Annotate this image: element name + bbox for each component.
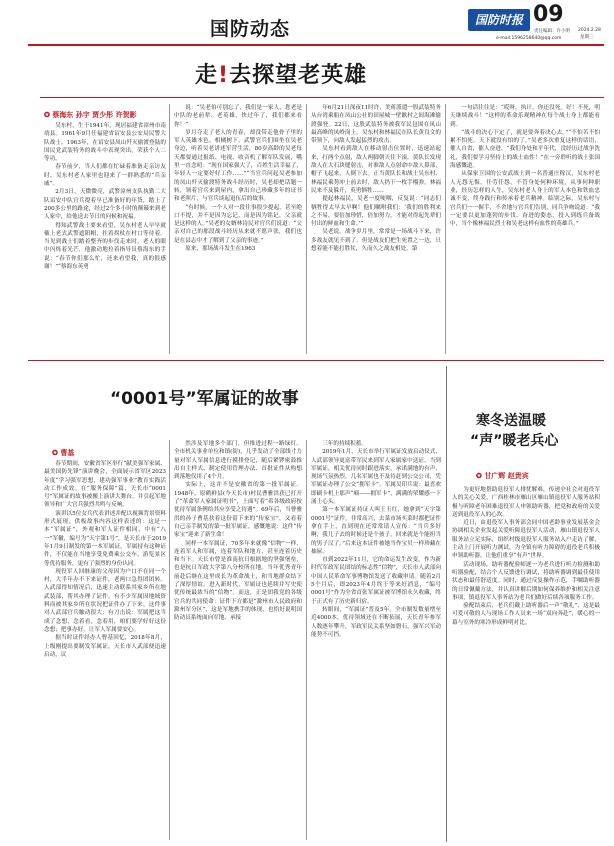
paragraph: 现役军人回继康的父母因为户口不在同一个村，大半年办不下来证件，老两口急得团团转。人武部得知情况后，迅速主动联系其家乡所在地武装部，帮其办理了证件。有不少军属因地域资料而被其家乡所在状况把证件办了下来。这件事对人武部官兵触动很大：有刀击说：军属把这当成了念想，念着看，念着用，咱们要学好好这份念想；把事办好，让军人军属要安心。 <box>44 568 166 633</box>
paragraph: 直到2022年11月，它的命运发生改变。作为新时代军政军民团结的标志性“信物”，天长市人武部向中国人民革命军事博物馆发送了收藏申请。随着2月5个月后，即2023年4月终于等来好消息，“编号0001号”作为全省首张军属证被军博馆永久收藏，终于正式有了历史新归宿。 <box>311 557 441 605</box>
paragraph: 2019年1月，天长市举行军属证发放启动仪式，人武部领导更富带军民来到军人家属家中送证。当到军属证，相关优待同时跟进落实，承诺满地的有声，现场气氛热烈。几名军属也不及待赶到公交公司，凭军属证办理了公交“拥军卡”。军属吴印兵说：最喜欢即刷卡机上那声“嘀——拥军卡”，满满的荣耀感一下涌上心头。 <box>311 449 441 506</box>
article1-title <box>195 58 367 89</box>
paragraph: 三年的持续积蓄。 <box>322 441 367 447</box>
paragraph: 为更好地帮助退役军人排忧解难，传递全社会对退役军人的关心关爱，广西桂林市雁山区雁山镇退役军人服务站积极与听障老年困难退役军人申领助听器，把党和政府的关爱送到退役军人的心坎。 <box>452 487 600 518</box>
article1-byline-text: 蔡海东 孙宇 贾少彤 许贺影 <box>52 110 137 119</box>
issue-date: 2024.2.28 <box>578 28 601 33</box>
paragraph: 从保家卫国的公安武战士到一名普通庄稼汉，吴东村老人无怨无悔，任劳任怨，不管身处何种环境，从事何种职业，经历怎样的人生，吴东村老人身上的军人本色和铁血忠诚不变，终身践行和传承着老兵精神。临别之际，吴东村与官兵们一一握手，不舍地与官兵们告别，同兵争吻说道：“我一定要以更加蓬勃的步伐、奋进的姿态，投入到练兵备战中，当个像林福民烈士和吴老这样有血性的英雄兵。” <box>450 171 600 228</box>
paragraph: 2月3日，天微微亮，武警漳州支队执勤二大队诏安中队官兵提着早已准备好的年货，踏上了200多公里的路途，经过2个多小时的颠簸来到老人家中，给他送去节日的问候和祝福。 <box>44 189 166 221</box>
paragraph: 吴老说，战争岁月里，常常是一场战斗下来，许多战友就见不到了。但是战友们把生死置之一边，只想着能不能打胜仗，久而久之战友相处，第 <box>311 229 441 253</box>
article2-byline-text: 曹基 <box>60 448 75 457</box>
article1-title-part2: 去探望老英雄 <box>229 63 368 88</box>
masthead-text: 国防时报 <box>474 13 523 27</box>
article2-col2 <box>174 440 302 840</box>
section-header <box>170 12 460 42</box>
article2-byline <box>52 448 74 458</box>
paragraph: 然涉及军地多个部门，但推进过程一路绿灯。全市机关事业单位和镇(街)，几乎发动了全部线寸力量对军人军属信息进行摸排登记，随后紧锣密鼓推出自主样式、制定使用管理办法、首批证件从构想到落地仅用了4个月。 <box>174 441 302 481</box>
paragraph: 吴东村，生于1941年，现居福建省漳州市南靖县。1961年9月任福建省诏安县公安局民警大队战士。1963年，在诏安县凤山歼灭偷渡登陆的国民党武装特务的战斗中表现突出，荣获个人二等功。 <box>44 123 166 163</box>
article3-title-line1: 寒冬送温暖 <box>476 413 546 429</box>
article1-col4 <box>450 104 600 354</box>
article1-col2 <box>174 104 302 354</box>
paragraph: 提起林福民，吴老一度哽咽，反复说：“同志们牺牲得太早太早啊！他们嘱咐我们：‘我们的胜利来之不易，要倍加珍惜，倍加努力，才能对得起先辈们付出的鲜血和生命。’” <box>311 196 441 228</box>
paragraph: 一句话往往是：“哎呀，执计，你还没死。好！不死，明天继续战斗！”这样的革命乐观精神在每个战士身上都能看到。 <box>450 105 600 128</box>
article3-byline-text: 甘广辉 赵贵宾 <box>484 471 529 480</box>
article1-bottom-rule <box>28 360 604 361</box>
header-rule <box>28 44 604 46</box>
paragraph: 说：“吴老伯可别忘了，我们是一家人，您老是中队的老前辈、老英雄，快过年了，我们都来看你！” <box>174 105 302 128</box>
paragraph: 吴东村看到敌人在移动射击位置时，迅速站起来，打两个点射，敌人两脚朝天往下滚。黄队长发现敌人在大石块缝射击，对准敌人点射命中敌人鼻部，帽子飞起来，人倒下去。正当黄队长和战士吴东村、林福民乘势冲上前去时，敌人扔下一枚手榴弹，林福民来不及躲开，英勇牺牲…… <box>311 146 441 194</box>
article-divider <box>446 366 447 842</box>
editor-line: 责任编辑：许小明 <box>534 29 570 34</box>
column-divider <box>169 440 170 840</box>
article1-col1 <box>44 122 166 354</box>
section-title: 国防动态 <box>210 18 291 40</box>
paragraph: 据当时证件经办人曹基回忆，2018年8月，上级刚提出要制发军属证，天长市人武部便迅速启动，议 <box>44 635 166 658</box>
column-divider <box>169 104 170 354</box>
page-number: 09 <box>533 2 564 27</box>
email-line: e-mail:1596258640@qq.com <box>496 36 562 41</box>
star-icon: ✪ <box>44 110 50 119</box>
article1-col3 <box>311 104 441 354</box>
paragraph: 活动现场，助听器配验师逐一为老兵进行听力检测和助听器验配，结合个人反馈进行调试，将助听器调到最佳使用状态和最佳舒适度。同时，通过反复操作示范，手嘱助听器的日常佩戴方法，并认真讲解后期如何保养维护和相关注意事项，镇退役军人事务站为老兵们做好后续各项服务工作。 <box>452 561 600 601</box>
article1-title-sep: ! <box>218 63 230 88</box>
paragraph: 近日，由退役军人事务部会同中国老龄事业发展基金会协调相关企业发起关爱听障退役军人活动，雁山镇退役军人服务站立足实际，组织村级退役军人服务站入户走访了解，主动上门开展听力测试，为全镇有听力障碍的退役老兵积极申领助听器，让他们重享“有声”世界。 <box>452 520 600 560</box>
paragraph: 岁月夺走了老人的青春，却没带走他骨子里的军人英雄本色。相橘树下，武警官兵们围坐在吴老身边，听着吴老讲述军营生活，80岁高龄的吴老每天都要通过报纸、电视、收音机了解军队发展，嘴里一直念叨：“现在国家强大了，百姓生活幸福了，年轻人一定要好好工作……”“当官兵问起吴老参加的凤山歼灭偷渡特务战斗经历时，吴老却把话题一转，领着官兵来到屋内，拿出自己珍藏多年的证书和老照片，与官兵谈起退伍后的故事。 <box>174 129 302 203</box>
article3-col1 <box>452 486 600 840</box>
paragraph: 演讲以5位女兵代表讲述并配以视频背景资料形式展现，供板故事内容这样表述的：这是一本“军属证”，外观和军人证件相同，中有“八一”军徽，编号为“天字第1号”，是天长市于2019年1月9日制发的第一本军属证。军属持有这种证件，不仅能在当地享受免费乘公交车、游览景区等优待服务，更有了强烈的身份认同。 <box>44 510 166 567</box>
star-icon: ✪ <box>476 471 482 480</box>
paragraph: 得知武警战士要来看望，吴东村老人早早就戴上老式武警遮阳帽，拄着拐杖在村口等待着。当见到战士们踏着整齐的步伐走来时，老人的眼中闪烁着光芒，他激动地拉着指导员蔡海东的手说：“春节你们那么忙，还来看望我，真的很感谢！”“蔡海东英勇 <box>44 222 166 271</box>
paragraph: 原来，那场战斗发生在1963 <box>185 246 256 253</box>
article1-title-part1: 走 <box>195 63 219 88</box>
masthead-logo <box>468 9 530 31</box>
paragraph: “有时候，一个人对一段往事很少提起，甚至绝口不提，并不是因为忘记，而是因为铭记。父亲就是这样的人。”吴老的女婿林诗民对官兵们说道：“父亲对自己的那段战斗经历从来就不愿声张，我们也是在县志中才了解到了父亲的事迹。” <box>174 204 302 244</box>
article2-col3 <box>311 440 441 840</box>
issue-weekday: 星期三 <box>580 35 594 40</box>
article1-byline <box>44 110 137 120</box>
paragraph: 同样一本军属证，70多年来就像“信物”一样，连着军人和军属，连着军队和地方，甚至连着历史和当下。天长市曾是淮南抗日根据地的坚强堡垒，也是抗日军政大学第八分校所在地。当年优秀青年前赴后继在这里成长为革命战士，和当地群众结下了深厚情谊。进入新时代，军属证也延续并写史使优传统最浓当的“信物”。而这，正是团我党的各级官兵的共同使命：证件下方都是“滁州市人民政府和滁州军分区”，这是军地携手的体现，也恰好说明国防动员系统面向军地、承接 <box>174 540 302 622</box>
article2-col1 <box>44 460 166 840</box>
article3-byline <box>476 471 529 481</box>
star-icon: ✪ <box>52 448 58 457</box>
paragraph: 实际上，这并不是安徽省的第一批军属证。1948年，原鹤鲜县(今天长市)村民曹雅洪获已打开了“革命军人家属证明书”，上面写着“希各级政府按优待军属条例给其应享受之待遇”。69年后，当曹雅洪的孙子曹基扶着这份留下来的“传家宝”，又看着自己亲手制发的第一批军属证，感慨地说：这件“传家宝”迎来了新生命！ <box>174 482 302 539</box>
column-divider <box>445 104 446 354</box>
article3-title-line2: “声”暖老兵心 <box>470 433 559 449</box>
paragraph: 验配结束后，老兵们戴上助听器后一声“敬礼”，这是最可爱可敬的人与现场工作人员来一场“双向奔赴”，暖心的一幕与室外的寒冷形成鲜明对比。 <box>452 603 600 626</box>
paragraph: 春节期间，安徽省军区举行“献美强军家属、最美国防先锋”演讲晚会，全面展示省军区2023年度“学习强军思想，建功强军事业”教育实践活动工作成效。在“服务保障”篇，天长市“0001号”军属证的故事被搬上演讲大舞台，并引起军地领导和广大官兵强烈共鸣与反响。 <box>44 461 166 509</box>
article1-title-rule <box>40 97 604 98</box>
paragraph: 年6月21日深夜11时许，美蒋派遣一股武装特务从台湾乘船在凤山公社的田屋城一壁歉村之间海滩偷渡强登。22日，这股武装特务被我军民包围在凤山最高峰的凤岭岗上。吴东村和林福民在队长黄良文的带领下，向敌人发起猛烈的攻击。 <box>311 105 441 145</box>
column-divider <box>306 104 307 354</box>
paragraph: 第一本军属证持证人叫王玉红，她拿到“天字第0001号”证件，非常高兴，去菜市场买菜时都把证件拿在手上，直到现在还常常请人宣传：“当兵多好啊，我儿子去的时候还是个孩子，回来就是个能担当的男子汉了。”后来这本证件被她当作宝贝一样珍藏在抽屉。 <box>311 507 441 555</box>
column-divider <box>306 440 307 840</box>
paragraph: 转眼间，“军属证”普及5年。全市制发数量增至近4000本，优待领域还在不断拓展，天长青年参军人数逐年攀升，军政军民关系坚如磐石，强军兴军动能势不可挡。 <box>311 606 441 638</box>
paragraph: “战斗的决心下定了，就是要奔着决心去。”“不怕苦不怕累不怕死，天下就没有怕的了。”吴老多次重复这样的话语，催人自省，催人奋进。“我们身处和平年代，没经历过战争洗礼，我们要学习坚持上的战士血性！”在一旁聆听的战士张国海感慨道。 <box>450 129 600 170</box>
paragraph: 春节前夕，当人们都在忙碌着准备走亲访友时，吴东村老人家里也迎来了一群熟悉的“兵亲戚”。 <box>44 164 166 188</box>
article2-title: “0001号”军属证的故事 <box>110 389 299 409</box>
